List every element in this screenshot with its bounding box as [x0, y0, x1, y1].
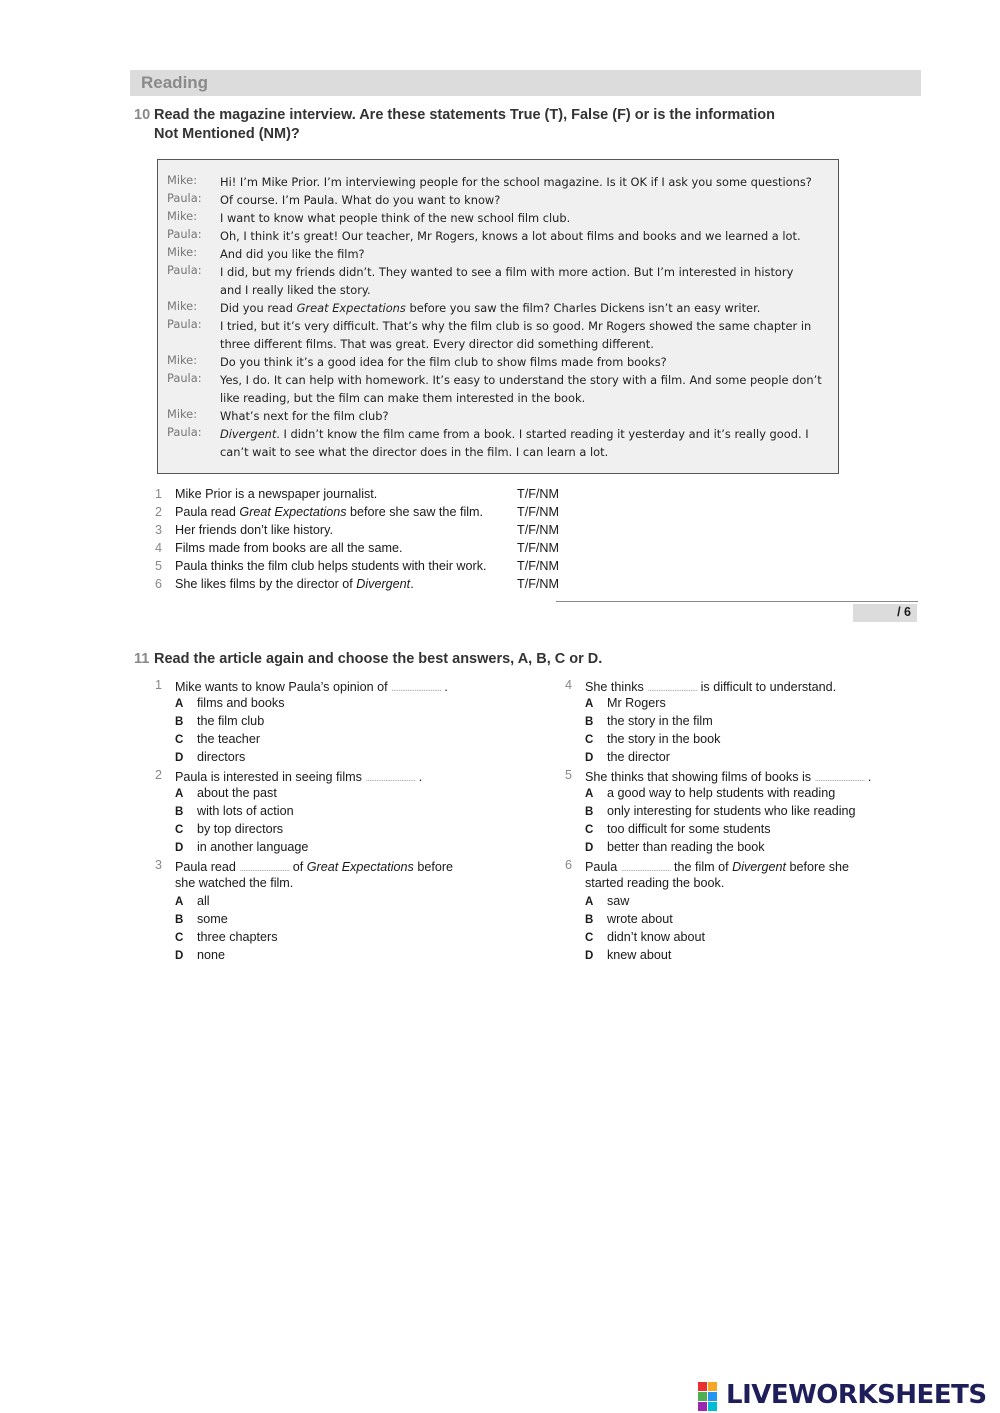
statement-number: 6	[155, 577, 163, 591]
statement-part: Her friends don’t like history.	[175, 523, 333, 537]
interview-dialog	[157, 159, 839, 474]
stem-part: Paula is interested in seeing films	[175, 770, 362, 784]
book-title: Divergent	[732, 860, 787, 874]
option[interactable]	[175, 948, 225, 962]
option-letter: D	[585, 842, 594, 854]
option-letter: C	[175, 932, 184, 944]
option-text: didn’t know about	[607, 930, 706, 944]
option[interactable]	[585, 750, 670, 764]
dialog-text: Oh, I think it’s great! Our teacher, Mr Rogers, knows a lot about films and books and we learned a lot.	[220, 229, 801, 243]
logo-square-icon	[708, 1392, 717, 1401]
answer-choice[interactable]: T/F/NM	[517, 559, 559, 573]
option-letter: A	[175, 698, 184, 710]
option-letter: B	[585, 806, 594, 818]
dialog-text-part: . I didn’t know the film came from a book. I started reading it yesterday and it’s really good. I can’t wait to see what the director does in the film. I can learn a lot.	[220, 427, 809, 459]
statement-text	[175, 559, 487, 573]
speaker: Mike:	[167, 407, 198, 421]
question-stem	[175, 678, 515, 698]
logo-square-icon	[698, 1382, 707, 1391]
stem-part: the film of	[674, 860, 733, 874]
stem-part: Paula	[585, 860, 618, 874]
statement-part: She likes films by the director of	[175, 577, 357, 591]
question-number: 1	[155, 678, 163, 692]
option-text: Mr Rogers	[607, 696, 666, 710]
option-letter: C	[175, 734, 184, 746]
statement-number: 2	[155, 505, 163, 519]
dialog-text: Yes, I do. It can help with homework. It’s easy to understand the story with a film. And some people don’t like reading, but the film can make them interested in the book.	[220, 373, 822, 405]
dialog-text: I tried, but it’s very difficult. That’s why the film club is so good. Mr Rogers showed the same chapter in three different films. That was great. Every director did something different.	[220, 319, 812, 351]
score-box	[853, 604, 917, 622]
statement-number: 4	[155, 541, 163, 555]
option-letter: C	[585, 734, 594, 746]
option-text: the teacher	[197, 732, 261, 746]
option-text: the story in the film	[607, 714, 713, 728]
statement-text	[175, 505, 483, 519]
option[interactable]	[175, 840, 308, 854]
dialog-text	[220, 425, 818, 461]
divider	[556, 601, 918, 602]
logo-text: LIVEWORKSHEETS	[726, 1380, 987, 1410]
statement-part: Films made from books are all the same.	[175, 541, 403, 555]
option-text: all	[197, 894, 210, 908]
option-text: about the past	[197, 786, 277, 800]
statement-part: Paula thinks the film club helps students with their work.	[175, 559, 487, 573]
option-letter: B	[585, 914, 594, 926]
stem-part: .	[867, 770, 872, 784]
stem-part: before	[413, 860, 454, 874]
book-title: Great Expectations	[306, 860, 414, 874]
question-number: 6	[565, 858, 573, 872]
speaker: Paula:	[167, 191, 202, 205]
option-letter: B	[175, 806, 184, 818]
logo-square-icon	[708, 1402, 717, 1411]
dialog-text-part: Did you read	[220, 301, 297, 315]
option[interactable]	[585, 822, 771, 836]
statement-number: 1	[155, 487, 163, 501]
option-text: the story in the book	[607, 732, 721, 746]
statement-part: Mike Prior is a newspaper journalist.	[175, 487, 378, 501]
statement-number: 3	[155, 523, 163, 537]
option-text: directors	[197, 750, 246, 764]
stem-part: Mike wants to know Paula’s opinion of	[175, 680, 388, 694]
option[interactable]	[585, 840, 765, 854]
speaker: Mike:	[167, 353, 198, 367]
option-text: knew about	[607, 948, 672, 962]
statement-text	[175, 541, 402, 555]
option[interactable]	[175, 822, 283, 836]
option-text: with lots of action	[197, 804, 294, 818]
option-letter: B	[585, 716, 594, 728]
section-title: Reading	[141, 73, 209, 92]
answer-choice[interactable]: T/F/NM	[517, 487, 559, 501]
option-letter: A	[585, 896, 594, 908]
statement-part: before she saw the film.	[346, 505, 484, 519]
question-number: 2	[155, 768, 163, 782]
option[interactable]	[585, 732, 720, 746]
option-letter: D	[175, 950, 184, 962]
stem-part: .	[418, 770, 423, 784]
dialog-text: Hi! I’m Mike Prior. I’m interviewing people for the school magazine. Is it OK if I ask you some questions?	[220, 175, 812, 189]
option-letter: C	[585, 932, 594, 944]
option-letter: D	[585, 752, 594, 764]
option[interactable]	[175, 750, 245, 764]
dialog-text: I did, but my friends didn’t. They wanted to see a film with more action. But I’m interested in history and I really liked the story.	[220, 265, 794, 297]
stem-part: before she	[786, 860, 850, 874]
question-stem	[585, 858, 925, 878]
answer-blank[interactable]: ............................	[365, 773, 416, 784]
book-title: Great Expectations	[239, 505, 347, 519]
dialog-text: And did you like the film?	[220, 247, 365, 261]
option-letter: C	[585, 824, 594, 836]
book-title: Great Expectations	[296, 301, 406, 315]
question-11-instruction: Read the article again and choose the best answers, A, B, C or D.	[154, 651, 603, 667]
speaker: Paula:	[167, 371, 202, 385]
instruction-line: Not Mentioned (NM)?	[154, 126, 300, 142]
stem-line-2: she watched the film.	[175, 876, 294, 890]
section-header	[130, 70, 921, 96]
option[interactable]	[175, 912, 228, 926]
option[interactable]	[175, 786, 277, 800]
option-text: in another language	[197, 840, 309, 854]
answer-choice[interactable]: T/F/NM	[517, 577, 559, 591]
option-letter: A	[175, 788, 184, 800]
dialog-text: Do you think it’s a good idea for the film club to show films made from books?	[220, 355, 667, 369]
option[interactable]	[175, 894, 210, 908]
statement-text	[175, 523, 333, 537]
speaker: Paula:	[167, 425, 202, 439]
question-10-number: 10	[134, 107, 151, 123]
answer-blank[interactable]: ............................	[391, 683, 441, 694]
option-letter: A	[585, 788, 594, 800]
option-text: by top directors	[197, 822, 284, 836]
question-stem	[175, 768, 515, 788]
option[interactable]	[585, 894, 629, 908]
option[interactable]	[175, 714, 264, 728]
book-title: Divergent	[356, 577, 411, 591]
speaker: Paula:	[167, 227, 202, 241]
answer-blank[interactable]: ............................	[239, 863, 290, 874]
option-letter: A	[175, 896, 184, 908]
stem-part: Paula read	[175, 860, 236, 874]
option-text: none	[197, 948, 226, 962]
option[interactable]	[585, 930, 705, 944]
option[interactable]	[175, 804, 294, 818]
option[interactable]	[585, 696, 666, 710]
option[interactable]	[175, 696, 285, 710]
logo-square-icon	[698, 1392, 707, 1401]
option-text: a good way to help students with reading	[607, 786, 836, 800]
option[interactable]	[585, 786, 835, 800]
option[interactable]	[585, 714, 713, 728]
score-text: / 6	[897, 605, 911, 619]
option-text: films and books	[197, 696, 285, 710]
option[interactable]	[585, 912, 673, 926]
option-letter: D	[585, 950, 594, 962]
dialog-text-part: before you saw the film? Charles Dickens isn’t an easy writer.	[405, 301, 761, 315]
speaker: Paula:	[167, 263, 202, 277]
option-letter: C	[175, 824, 184, 836]
logo-square-icon	[708, 1382, 717, 1391]
dialog-text: What’s next for the film club?	[220, 409, 389, 423]
dialog-text	[220, 299, 830, 317]
option-letter: A	[585, 698, 594, 710]
dialog-text: I want to know what people think of the new school film club.	[220, 211, 571, 225]
question-number: 3	[155, 858, 163, 872]
instruction-line: Read the magazine interview. Are these statements True (T), False (F) or is the information	[154, 107, 775, 123]
speaker: Mike:	[167, 209, 198, 223]
option-text: only interesting for students who like reading	[607, 804, 856, 818]
speaker: Mike:	[167, 299, 198, 313]
option-text: some	[197, 912, 228, 926]
answer-choice[interactable]: T/F/NM	[517, 523, 559, 537]
speaker: Mike:	[167, 173, 198, 187]
question-number: 5	[565, 768, 573, 782]
speaker: Paula:	[167, 317, 202, 331]
option-text: wrote about	[607, 912, 673, 926]
option-text: better than reading the book	[607, 840, 765, 854]
option-text: too difficult for some students	[607, 822, 771, 836]
option[interactable]	[585, 804, 856, 818]
question-stem	[585, 678, 925, 698]
question-10-instruction	[154, 106, 854, 144]
option[interactable]	[585, 948, 671, 962]
question-stem	[175, 858, 515, 878]
answer-blank[interactable]: ............................	[620, 863, 671, 874]
stem-part: She thinks that showing films of books is	[585, 770, 812, 784]
stem-line-2: started reading the book.	[585, 876, 725, 890]
statement-part: Paula read	[175, 505, 240, 519]
speaker: Mike:	[167, 245, 198, 259]
stem-part: of	[292, 860, 307, 874]
answer-choice[interactable]: T/F/NM	[517, 541, 559, 555]
answer-blank[interactable]: ............................	[647, 683, 698, 694]
question-11-number: 11	[134, 651, 150, 667]
question-number: 4	[565, 678, 573, 692]
option-letter: D	[175, 752, 184, 764]
statement-number: 5	[155, 559, 163, 573]
option-text: the director	[607, 750, 670, 764]
option[interactable]	[175, 732, 260, 746]
answer-blank[interactable]: ............................	[814, 773, 865, 784]
question-stem	[585, 768, 965, 788]
option-letter: B	[175, 716, 184, 728]
option-text: saw	[607, 894, 630, 908]
logo-square-icon	[698, 1402, 707, 1411]
statement-text	[175, 577, 414, 591]
statement-text	[175, 487, 377, 501]
option-text: three chapters	[197, 930, 278, 944]
dialog-text: Of course. I’m Paula. What do you want to know?	[220, 193, 501, 207]
stem-part: .	[444, 680, 448, 694]
answer-choice[interactable]: T/F/NM	[517, 505, 559, 519]
option-letter: B	[175, 914, 184, 926]
stem-part: is difficult to understand.	[700, 680, 837, 694]
stem-part: She thinks	[585, 680, 644, 694]
option-text: the film club	[197, 714, 265, 728]
option-letter: D	[175, 842, 184, 854]
book-title: Divergent	[220, 427, 277, 441]
statement-part: .	[410, 577, 414, 591]
option[interactable]	[175, 930, 278, 944]
